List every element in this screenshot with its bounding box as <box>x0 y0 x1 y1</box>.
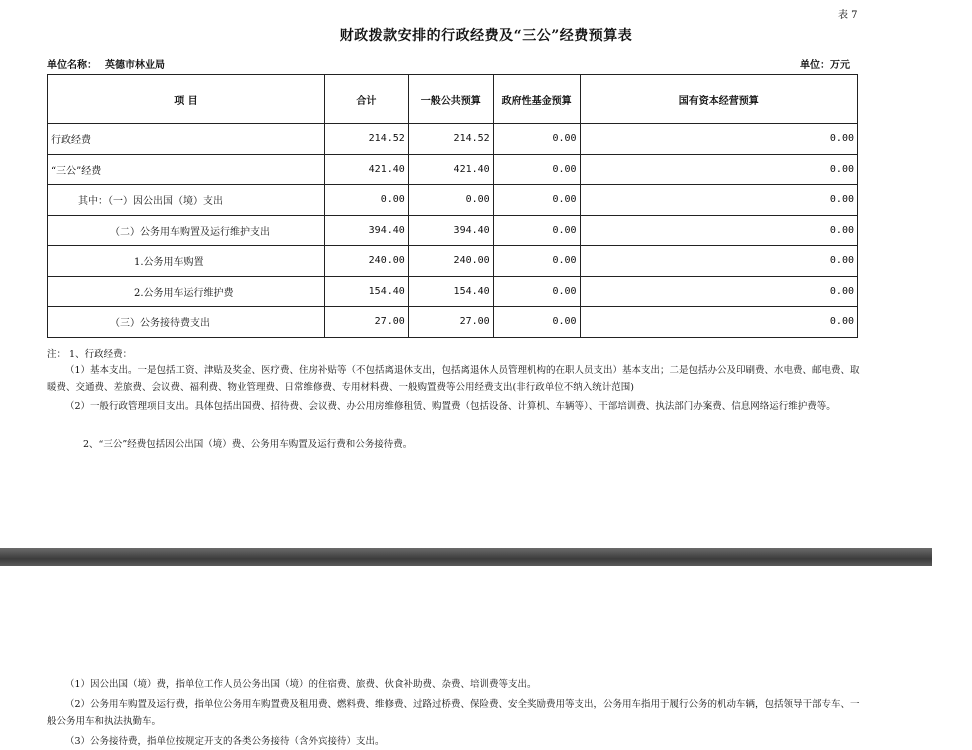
cell-capital: 0.00 <box>580 276 857 307</box>
note-official-reception: （3）公务接待费，指单位按规定开支的各类公务接待（含外宾接待）支出。 <box>65 735 385 747</box>
cell-total: 421.40 <box>324 154 408 185</box>
note-overseas-travel: （1）因公出国（境）费，指单位工作人员公务出国（境）的住宿费、旅费、伙食补助费、杂费、培训费等支出。 <box>65 678 537 690</box>
header-capital-budget: 国有资本经营预算 <box>580 75 857 124</box>
note-admin-projects: （2）一般行政管理项目支出。具体包括出国费、招待费、会议费、办公用房维修租赁、购置费（包括设备、计算机、车辆等）、干部培训费、执法部门办案费、信息网络运行维护费等。 <box>65 400 836 412</box>
currency-unit: 单位：万元 <box>800 60 850 71</box>
note-basic-expenditure: （1）基本支出。一是包括工资、津贴及奖金、医疗费、住房补贴等（不包括离退休支出，包括离退休人员管理机构的在职人员支出）基本支出；二是包括办公及印刷费、水电费、邮电费、取暖费、交通费、差旅费、会议费、福利费、物业管理费、日常维修费、专用材料费、一般购置费等公用经费支出(非行政单位不纳入统计范围) <box>47 364 860 393</box>
cell-total: 154.40 <box>324 276 408 307</box>
cell-capital: 0.00 <box>580 215 857 246</box>
cell-fund: 0.00 <box>493 154 580 185</box>
cell-total: 27.00 <box>324 307 408 338</box>
cell-total: 394.40 <box>324 215 408 246</box>
notes-heading: 注： 1、行政经费： <box>47 348 133 360</box>
cell-fund: 0.00 <box>493 215 580 246</box>
cell-total: 214.52 <box>324 124 408 155</box>
cell-general: 27.00 <box>408 307 493 338</box>
table-header-row <box>48 75 858 124</box>
header-item: 项 目 <box>48 75 325 124</box>
cell-total: 0.00 <box>324 185 408 216</box>
note-official-vehicles: （2）公务用车购置及运行费，指单位公务用车购置费及租用费、燃料费、维修费、过路过桥费、保险费、安全奖励费用等支出，公务用车指用于履行公务的机动车辆，包括领导干部专车、一般公务用车和执法执勤车。 <box>47 698 860 727</box>
cell-fund: 0.00 <box>493 276 580 307</box>
row-label: （三）公务接待费支出 <box>48 307 325 338</box>
table-number: 表 7 <box>838 10 858 21</box>
table-row <box>48 246 858 277</box>
header-total: 合计 <box>324 75 408 124</box>
table-row <box>48 124 858 155</box>
cell-capital: 0.00 <box>580 307 857 338</box>
cell-capital: 0.00 <box>580 185 857 216</box>
budget-table <box>47 74 858 338</box>
cell-total: 240.00 <box>324 246 408 277</box>
row-label: （二）公务用车购置及运行维护支出 <box>48 215 325 246</box>
cell-fund: 0.00 <box>493 307 580 338</box>
row-label: 行政经费 <box>48 124 325 155</box>
table-row <box>48 307 858 338</box>
header-fund-budget: 政府性基金预算 <box>493 75 580 124</box>
cell-general: 394.40 <box>408 215 493 246</box>
cell-capital: 0.00 <box>580 124 857 155</box>
table-row <box>48 276 858 307</box>
cell-general: 0.00 <box>408 185 493 216</box>
row-label: 其中：（一）因公出国（境）支出 <box>48 185 325 216</box>
note-three-public: 2、“三公”经费包括因公出国（境）费、公务用车购置及运行费和公务接待费。 <box>83 438 413 450</box>
cell-general: 214.52 <box>408 124 493 155</box>
unit-name <box>47 56 165 71</box>
table-row <box>48 215 858 246</box>
page-separator <box>0 548 932 566</box>
cell-general: 421.40 <box>408 154 493 185</box>
cell-fund: 0.00 <box>493 185 580 216</box>
row-label: 2.公务用车运行维护费 <box>48 276 325 307</box>
cell-capital: 0.00 <box>580 246 857 277</box>
header-general-budget: 一般公共预算 <box>408 75 493 124</box>
page-title: 财政拨款安排的行政经费及“三公”经费预算表 <box>339 28 633 44</box>
unit-name-label: 单位名称： <box>47 60 97 71</box>
cell-fund: 0.00 <box>493 124 580 155</box>
table-row <box>48 154 858 185</box>
table-row <box>48 185 858 216</box>
page-separator-gap <box>932 548 972 566</box>
cell-general: 240.00 <box>408 246 493 277</box>
row-label: 1.公务用车购置 <box>48 246 325 277</box>
cell-capital: 0.00 <box>580 154 857 185</box>
cell-general: 154.40 <box>408 276 493 307</box>
unit-name-value: 英德市林业局 <box>105 60 165 71</box>
page-two <box>0 566 972 747</box>
cell-fund: 0.00 <box>493 246 580 277</box>
row-label: “三公”经费 <box>48 154 325 185</box>
